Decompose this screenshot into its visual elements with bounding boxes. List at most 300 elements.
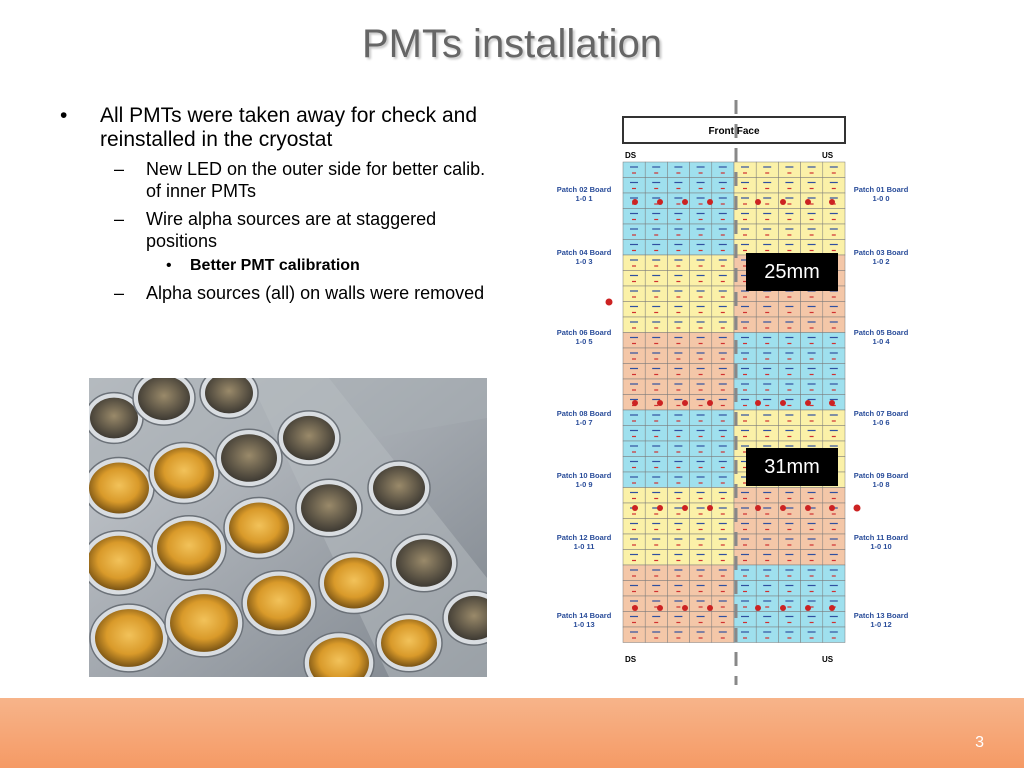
pmt-cell: [645, 534, 667, 550]
pmt-cell: [645, 627, 667, 643]
pmt-cell: [801, 162, 823, 178]
pmt-cell: [690, 410, 712, 426]
pmt-cell: [801, 379, 823, 395]
pmt-cell: [712, 162, 734, 178]
pmt-cell: [712, 333, 734, 349]
pmt-cell: [801, 534, 823, 550]
right-patch-name: Patch 11 Board: [853, 533, 909, 542]
left-patch-board-id: 1-0 5: [575, 337, 593, 346]
alpha-source-dot: [805, 605, 811, 611]
pmt-cell: [756, 410, 778, 426]
pmt-cell: [712, 519, 734, 535]
pmt-cell: [623, 441, 645, 457]
pmt-cell: [712, 457, 734, 473]
bullet-subsub-calibration: • Better PMT calibration: [58, 256, 488, 276]
pmt-cell: [645, 333, 667, 349]
pmt-cell: [712, 364, 734, 380]
pmt-cell: [667, 224, 689, 240]
alpha-source-dot: [657, 400, 663, 406]
pmt-cell: [645, 255, 667, 271]
pmt-cell: [645, 565, 667, 581]
pmt-cell: [645, 271, 667, 287]
pmt-cell: [690, 488, 712, 504]
pmt-cell: [623, 286, 645, 302]
pmt-cell: [712, 379, 734, 395]
bullet-sub-led: – New LED on the outer side for better calib. of inner PMTs: [58, 158, 488, 202]
pmt-cell: [667, 271, 689, 287]
pmt-cell: [778, 534, 800, 550]
pmt-cell: [645, 240, 667, 256]
alpha-source-dot: [632, 199, 638, 205]
alpha-source-dot: [780, 400, 786, 406]
pmt-cell: [645, 379, 667, 395]
pmt-cell: [645, 581, 667, 597]
pmt-cell: [690, 364, 712, 380]
alpha-source-dot: [805, 505, 811, 511]
pmt-cell: [690, 348, 712, 364]
pmt-cell: [645, 348, 667, 364]
pmt-cell: [690, 457, 712, 473]
pmt-cell: [756, 503, 778, 519]
right-patch-board-id: 1-0 4: [872, 337, 890, 346]
pmt-cell: [801, 317, 823, 333]
alpha-source-dot: [829, 199, 835, 205]
pmt-cell: [667, 519, 689, 535]
alpha-source-dot: [657, 605, 663, 611]
pmt-cell: [756, 364, 778, 380]
right-patch-name: Patch 01 Board: [853, 185, 909, 194]
pmt-cell: [756, 581, 778, 597]
pmt-cell: [667, 550, 689, 566]
alpha-source-dot: [682, 605, 688, 611]
pmt-tube: [89, 463, 149, 514]
pmt-cell: [778, 333, 800, 349]
pmt-tube: [301, 484, 357, 532]
pmt-cell: [623, 379, 645, 395]
ds-label-bottom: DS: [625, 655, 637, 664]
pmt-cell: [623, 410, 645, 426]
pmt-cell: [712, 534, 734, 550]
left-patch-name: Patch 10 Board: [556, 471, 612, 480]
pmt-cell: [623, 612, 645, 628]
pmt-cell: [778, 612, 800, 628]
pmt-cell: [667, 488, 689, 504]
pmt-cell: [645, 550, 667, 566]
pmt-cell: [623, 255, 645, 271]
pmt-cell: [823, 224, 845, 240]
left-patch-name: Patch 06 Board: [556, 328, 612, 337]
pmt-cell: [801, 193, 823, 209]
pmt-tube: [396, 539, 452, 587]
pmt-cell: [623, 240, 645, 256]
label-31mm: 31mm: [746, 448, 838, 486]
pmt-cell: [645, 364, 667, 380]
pmt-cell: [801, 426, 823, 442]
pmt-cell: [645, 193, 667, 209]
pmt-cell: [823, 333, 845, 349]
pmt-cell: [690, 240, 712, 256]
pmt-cell: [712, 596, 734, 612]
us-label-bottom: US: [822, 655, 834, 664]
pmt-cell: [667, 302, 689, 318]
pmt-cell: [667, 286, 689, 302]
footer-bar: [0, 698, 1024, 768]
label-25mm: 25mm: [746, 253, 838, 291]
pmt-cell: [712, 317, 734, 333]
pmt-cell: [712, 410, 734, 426]
pmt-cell: [778, 178, 800, 194]
pmt-cell: [690, 612, 712, 628]
left-patch-name: Patch 08 Board: [556, 409, 612, 418]
pmt-cell: [645, 209, 667, 225]
pmt-cell: [801, 550, 823, 566]
pmt-cell: [645, 224, 667, 240]
pmt-cell: [667, 178, 689, 194]
pmt-cell: [667, 581, 689, 597]
alpha-source-dot: [707, 400, 713, 406]
pmt-cell: [690, 379, 712, 395]
alpha-source-dot: [632, 400, 638, 406]
pmt-cell: [645, 457, 667, 473]
pmt-cell: [801, 488, 823, 504]
pmt-cell: [756, 550, 778, 566]
pmt-cell: [623, 457, 645, 473]
pmt-cell: [823, 178, 845, 194]
alpha-source-dot: [707, 605, 713, 611]
pmt-cell: [823, 209, 845, 225]
pmt-cell: [712, 286, 734, 302]
pmt-cell: [756, 224, 778, 240]
pmt-cell: [712, 224, 734, 240]
slide-title: PMTs installation: [361, 22, 663, 66]
pmt-cell: [823, 364, 845, 380]
pmt-cell: [712, 395, 734, 411]
pmt-cell: [645, 519, 667, 535]
pmt-cell: [667, 441, 689, 457]
pmt-cell: [823, 503, 845, 519]
pmt-cell: [778, 581, 800, 597]
pmt-cell: [645, 286, 667, 302]
pmt-cell: [756, 348, 778, 364]
pmt-cell: [645, 612, 667, 628]
pmt-cell: [667, 534, 689, 550]
pmt-cell: [801, 503, 823, 519]
alpha-source-dot: [780, 605, 786, 611]
pmt-cell: [801, 596, 823, 612]
pmt-cell: [756, 317, 778, 333]
pmt-cell: [667, 209, 689, 225]
pmt-cell: [778, 550, 800, 566]
pmt-cell: [778, 410, 800, 426]
pmt-cell: [690, 534, 712, 550]
pmt-cell: [778, 162, 800, 178]
pmt-cell: [712, 441, 734, 457]
alpha-source-dot: [755, 605, 761, 611]
pmt-cell: [756, 379, 778, 395]
pmt-cell: [801, 565, 823, 581]
ds-label-top: DS: [625, 151, 637, 160]
pmt-cell: [690, 503, 712, 519]
pmt-cell: [756, 162, 778, 178]
pmt-cell: [645, 317, 667, 333]
pmt-cell: [667, 612, 689, 628]
pmt-cell: [667, 472, 689, 488]
pmt-cell: [645, 410, 667, 426]
alpha-source-dot: [805, 400, 811, 406]
pmt-cell: [645, 472, 667, 488]
pmt-cell: [667, 333, 689, 349]
pmt-cell: [645, 302, 667, 318]
pmt-cell: [623, 534, 645, 550]
right-patch-name: Patch 05 Board: [853, 328, 909, 337]
pmt-cell: [778, 302, 800, 318]
alpha-source-dot: [707, 505, 713, 511]
pmt-cell: [623, 224, 645, 240]
pmt-cell: [645, 395, 667, 411]
pmt-cell: [712, 240, 734, 256]
pmt-photo: [89, 378, 487, 677]
page-number: 3: [975, 734, 984, 751]
bullet-sub-walls: – Alpha sources (all) on walls were removed: [58, 282, 488, 304]
pmt-cell: [778, 426, 800, 442]
pmt-cell: [623, 162, 645, 178]
pmt-cell: [778, 488, 800, 504]
pmt-tube: [324, 558, 384, 609]
pmt-cell: [756, 209, 778, 225]
pmt-cell: [823, 581, 845, 597]
alpha-source-dot: [657, 505, 663, 511]
right-patch-board-id: 1-0 10: [870, 542, 892, 551]
pmt-cell: [756, 534, 778, 550]
pmt-cell: [667, 317, 689, 333]
pmt-cell: [667, 348, 689, 364]
alpha-source-dot: [632, 605, 638, 611]
left-patch-board-id: 1-0 13: [573, 620, 595, 629]
pmt-cell: [690, 565, 712, 581]
alpha-source-dot: [632, 505, 638, 511]
pmt-cell: [712, 627, 734, 643]
pmt-cell: [778, 317, 800, 333]
right-patch-name: Patch 13 Board: [853, 611, 909, 620]
pmt-cell: [712, 255, 734, 271]
pmt-cell: [712, 426, 734, 442]
alpha-source-dot: [829, 400, 835, 406]
pmt-cell: [623, 565, 645, 581]
pmt-cell: [623, 472, 645, 488]
right-patch-board-id: 1-0 0: [872, 194, 890, 203]
pmt-cell: [712, 348, 734, 364]
us-label-top: US: [822, 151, 834, 160]
pmt-cell: [823, 627, 845, 643]
pmt-cell: [712, 488, 734, 504]
pmt-tube: [89, 536, 151, 590]
bullet-main: • All PMTs were taken away for check and reinstalled in the cryostat: [58, 104, 488, 152]
alpha-source-dot: [682, 505, 688, 511]
pmt-cell: [623, 302, 645, 318]
pmt-cell: [756, 178, 778, 194]
pmt-cell: [645, 503, 667, 519]
left-patch-board-id: 1-0 1: [575, 194, 593, 203]
pmt-tube: [229, 503, 289, 554]
pmt-cell: [756, 627, 778, 643]
pmt-cell: [645, 488, 667, 504]
pmt-cell: [690, 472, 712, 488]
pmt-cell: [712, 581, 734, 597]
pmt-cell: [801, 178, 823, 194]
alpha-source-dot: [829, 605, 835, 611]
pmt-cell: [690, 627, 712, 643]
pmt-cell: [801, 348, 823, 364]
pmt-cell: [623, 550, 645, 566]
pmt-tube: [154, 448, 214, 499]
pmt-cell: [801, 209, 823, 225]
alpha-source-dot: [755, 199, 761, 205]
pmt-cell: [823, 302, 845, 318]
pmt-tube: [283, 416, 335, 460]
right-patch-board-id: 1-0 8: [872, 480, 890, 489]
pmt-cell: [690, 178, 712, 194]
pmt-cell: [712, 472, 734, 488]
pmt-cell: [667, 379, 689, 395]
pmt-cell: [645, 426, 667, 442]
pmt-cell: [690, 302, 712, 318]
pmt-cell: [756, 488, 778, 504]
pmt-cell: [801, 627, 823, 643]
pmt-cell: [690, 271, 712, 287]
pmt-cell: [823, 488, 845, 504]
pmt-tube: [373, 466, 425, 510]
alpha-source-dot: [755, 400, 761, 406]
alpha-source-dot: [829, 505, 835, 511]
pmt-cell: [756, 333, 778, 349]
pmt-cell: [667, 457, 689, 473]
source-dot-left: [606, 299, 613, 306]
pmt-cell: [667, 240, 689, 256]
alpha-source-dot: [682, 199, 688, 205]
pmt-cell: [623, 627, 645, 643]
pmt-cell: [623, 333, 645, 349]
pmt-cell: [823, 426, 845, 442]
pmt-cell: [667, 565, 689, 581]
pmt-cell: [645, 596, 667, 612]
pmt-cell: [623, 317, 645, 333]
bullet-sub-wire: – Wire alpha sources are at staggered positions: [58, 208, 488, 252]
pmt-cell: [823, 410, 845, 426]
pmt-cell: [823, 519, 845, 535]
pmt-cell: [712, 271, 734, 287]
pmt-cell: [667, 364, 689, 380]
front-face-label: Front Face: [708, 126, 760, 137]
pmt-cell: [823, 162, 845, 178]
pmt-cell: [823, 317, 845, 333]
pmt-cell: [690, 581, 712, 597]
pmt-cell: [756, 426, 778, 442]
alpha-source-dot: [707, 199, 713, 205]
pmt-cell: [690, 286, 712, 302]
pmt-tube: [90, 398, 138, 439]
right-patch-name: Patch 07 Board: [853, 409, 909, 418]
pmt-cell: [667, 162, 689, 178]
pmt-cell: [823, 565, 845, 581]
pmt-cell: [690, 209, 712, 225]
right-patch-name: Patch 09 Board: [853, 471, 909, 480]
pmt-cell: [712, 193, 734, 209]
pmt-cell: [667, 426, 689, 442]
pmt-map-svg: [548, 100, 918, 685]
pmt-cell: [778, 364, 800, 380]
left-patch-board-id: 1-0 3: [575, 257, 593, 266]
alpha-source-dot: [755, 505, 761, 511]
pmt-cell: [756, 612, 778, 628]
pmt-cell: [690, 224, 712, 240]
pmt-cell: [778, 519, 800, 535]
pmt-cell: [623, 581, 645, 597]
pmt-cell: [623, 364, 645, 380]
pmt-tube: [247, 576, 311, 630]
pmt-photo-image: [89, 378, 487, 677]
pmt-cell: [623, 426, 645, 442]
pmt-cell: [623, 519, 645, 535]
pmt-cell: [623, 348, 645, 364]
left-patch-name: Patch 12 Board: [556, 533, 612, 542]
pmt-map-diagram: [548, 100, 918, 685]
pmt-cell: [778, 565, 800, 581]
pmt-cell: [756, 519, 778, 535]
pmt-cell: [778, 209, 800, 225]
pmt-cell: [623, 178, 645, 194]
pmt-tube: [381, 619, 437, 667]
pmt-cell: [801, 519, 823, 535]
alpha-source-dot: [657, 199, 663, 205]
pmt-cell: [823, 612, 845, 628]
pmt-cell: [667, 627, 689, 643]
pmt-cell: [690, 550, 712, 566]
alpha-source-dot: [780, 199, 786, 205]
pmt-cell: [690, 519, 712, 535]
pmt-cell: [801, 302, 823, 318]
pmt-cell: [801, 224, 823, 240]
pmt-cell: [778, 627, 800, 643]
pmt-cell: [778, 348, 800, 364]
pmt-cell: [712, 503, 734, 519]
alpha-source-dot: [780, 505, 786, 511]
pmt-cell: [778, 224, 800, 240]
pmt-cell: [823, 534, 845, 550]
left-patch-name: Patch 04 Board: [556, 248, 612, 257]
pmt-cell: [778, 379, 800, 395]
pmt-cell: [667, 410, 689, 426]
pmt-cell: [645, 162, 667, 178]
pmt-cell: [690, 333, 712, 349]
alpha-source-dot: [682, 400, 688, 406]
pmt-tube: [95, 609, 163, 667]
pmt-tube: [170, 594, 238, 652]
pmt-cell: [623, 488, 645, 504]
pmt-cell: [667, 255, 689, 271]
pmt-cell: [690, 162, 712, 178]
right-patch-board-id: 1-0 12: [870, 620, 892, 629]
pmt-cell: [712, 178, 734, 194]
pmt-cell: [645, 441, 667, 457]
pmt-cell: [801, 333, 823, 349]
pmt-cell: [801, 410, 823, 426]
left-patch-board-id: 1-0 9: [575, 480, 593, 489]
pmt-cell: [690, 255, 712, 271]
left-patch-board-id: 1-0 7: [575, 418, 593, 427]
source-dot-right: [854, 505, 861, 512]
pmt-cell: [623, 209, 645, 225]
pmt-cell: [712, 302, 734, 318]
